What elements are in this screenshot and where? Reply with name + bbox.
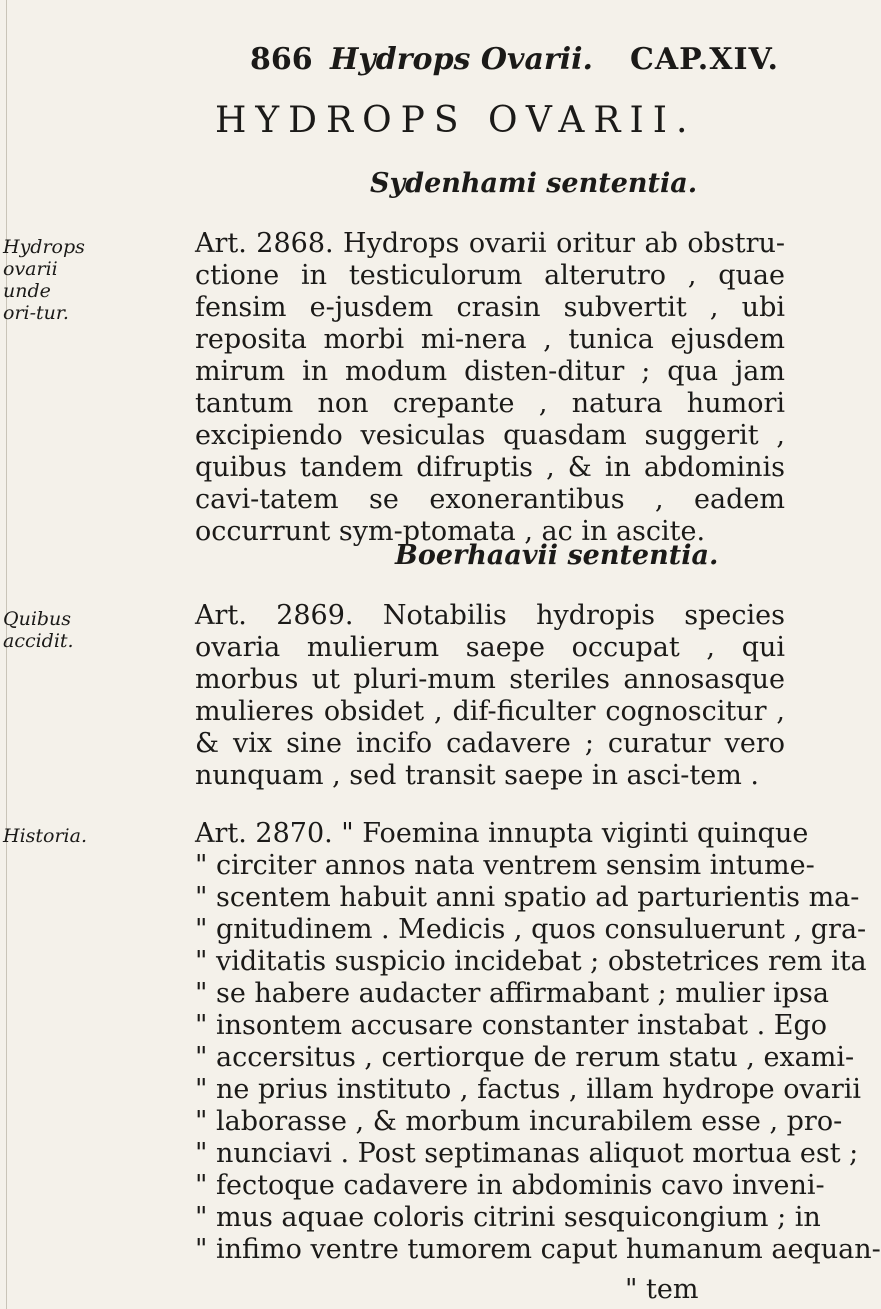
page-edge — [6, 0, 37, 1309]
text-line: " scentem habuit anni spatio ad parturientis ma- — [195, 882, 860, 913]
page-number: 866 — [250, 42, 313, 77]
text-line: " mus aquae coloris citrini sesquicongium ; in — [195, 1202, 821, 1233]
historia-text — [195, 818, 881, 1266]
text-line: " accersitus , certiorque de rerum statu , exami- — [195, 1042, 855, 1073]
text-line: Art. 2870. " Foemina innupta viginti quinque — [195, 818, 809, 849]
section-text-2869 — [195, 600, 785, 792]
text-line: " nunciavi . Post septimanas aliquot mortua est ; — [195, 1138, 859, 1169]
text-line: " se habere audacter affirmabant ; mulier ipsa — [195, 978, 829, 1009]
margin-note-quibus: Quibus accidit. — [3, 608, 74, 652]
text-line: " fectoque cadavere in abdominis cavo inveni- — [195, 1170, 825, 1201]
text-line: " ne prius instituto , factus , illam hydrope ovarii — [195, 1074, 862, 1105]
chapter-label: CAP.XIV. — [630, 42, 779, 77]
paragraph: Art. 2869. Notabilis hydropis species ovaria mulierum saepe occupat , qui morbus ut pluri-mum steriles annosasque mulieres obsidet , dif-ficulter cognoscitur , & vix sine incifo cadavere ; curatur vero nunquam , sed transit saepe in asci-tem . — [195, 600, 785, 791]
margin-note-origin: Hydrops ovarii unde ori-tur. — [3, 236, 85, 324]
margin-note-historia: Historia. — [3, 825, 87, 847]
text-line: " circiter annos nata ventrem sensim intume- — [195, 850, 815, 881]
text-line: " infimo ventre tumorem caput humanum aequan- — [195, 1234, 881, 1265]
catchword: " tem — [625, 1274, 699, 1305]
text-line: " insontem accusare constanter instabat . Ego — [195, 1010, 828, 1041]
section-text-2868 — [195, 228, 785, 548]
section-subheading-boerhaave: Boerhaavii sententia. — [395, 540, 719, 571]
running-title: Hydrops Ovarii. — [330, 42, 593, 77]
paragraph: Art. 2868. Hydrops ovarii oritur ab obstru-ctione in testiculorum alterutro , quae fensim e-jusdem crasin subvertit , ubi reposita morbi mi-nera , tunica ejusdem mirum in modum disten-ditur ; qua jam tantum non crepante , natura humori excipiendo vesiculas quasdam suggerit , quibus tandem difruptis , & in abdominis cavi-tatem se exonerantibus , eadem occurrunt sym-ptomata , ac in ascite. — [195, 228, 785, 547]
page-title: HYDROPS OVARII. — [215, 100, 697, 141]
running-header — [250, 42, 779, 82]
section-subheading-sydenham: Sydenhami sententia. — [370, 168, 698, 199]
text-line: " viditatis suspicio incidebat ; obstetrices rem ita — [195, 946, 867, 977]
text-line: " laborasse , & morbum incurabilem esse , pro- — [195, 1106, 843, 1137]
text-line: " gnitudinem . Medicis , quos consuluerunt , gra- — [195, 914, 867, 945]
